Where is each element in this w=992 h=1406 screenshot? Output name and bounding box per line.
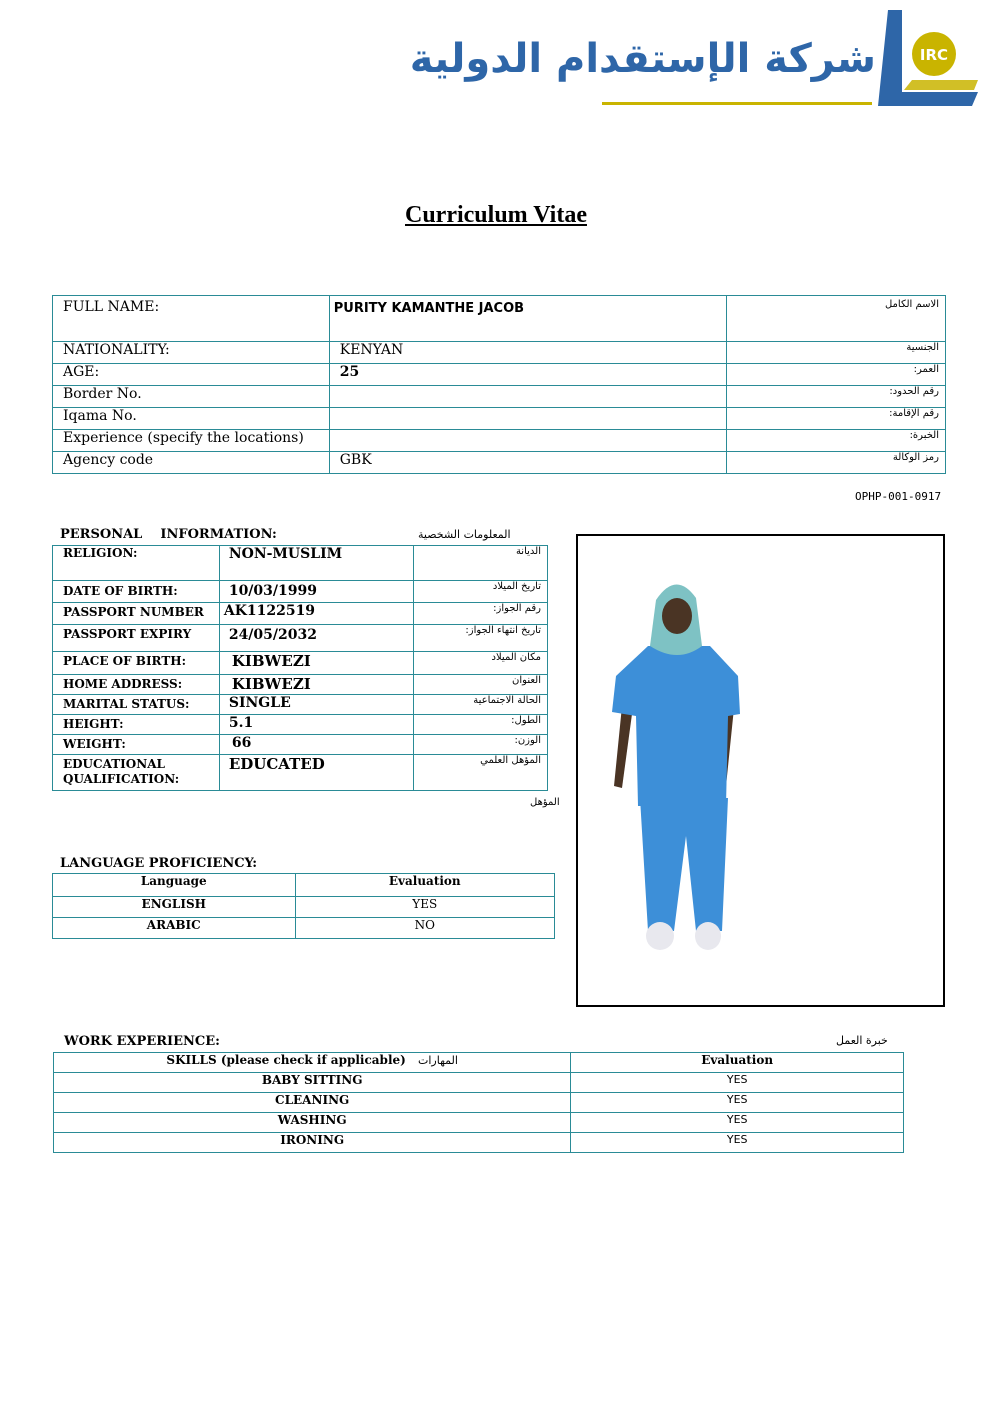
age-value: 25 xyxy=(329,364,727,386)
passport-number-label: PASSPORT NUMBER xyxy=(53,603,220,625)
weight-value: 66 xyxy=(219,735,414,755)
age-arabic: العمر: xyxy=(727,364,946,386)
border-no-label: Border No. xyxy=(53,386,330,408)
table-row xyxy=(53,695,548,715)
logo-underline xyxy=(602,102,872,105)
table-row xyxy=(54,1053,904,1073)
border-no-value xyxy=(329,386,727,408)
education-value: EDUCATED xyxy=(219,755,414,791)
language-heading: LANGUAGE PROFICIENCY: xyxy=(60,856,258,871)
table-row xyxy=(54,1113,904,1133)
height-label: HEIGHT: xyxy=(53,715,220,735)
home-address-value: KIBWEZI xyxy=(219,675,414,695)
education-label: EDUCATIONAL QUALIFICATION: xyxy=(53,755,220,791)
language-column-header: Language xyxy=(53,874,296,897)
table-row xyxy=(54,1093,904,1113)
dob-value: 10/03/1999 xyxy=(219,581,414,603)
candidate-photo-image xyxy=(578,536,943,1005)
personal-info-heading: PERSONAL INFORMATION: xyxy=(60,527,277,542)
experience-value xyxy=(329,430,727,452)
table-row xyxy=(53,897,555,918)
table-row xyxy=(53,342,946,364)
skill-evaluation: YES xyxy=(571,1113,904,1133)
marital-status-arabic: الحالة الاجتماعية xyxy=(414,695,548,715)
border-no-arabic: رقم الحدود: xyxy=(727,386,946,408)
personal-info-heading-arabic: المعلومات الشخصية xyxy=(418,528,511,541)
table-row xyxy=(53,625,548,652)
table-row xyxy=(53,430,946,452)
logo-arabic-name: شركة الإستقدام الدولية xyxy=(409,36,876,82)
iqama-no-value xyxy=(329,408,727,430)
religion-value: NON-MUSLIM xyxy=(219,546,414,581)
table-row xyxy=(53,546,548,581)
height-value: 5.1 xyxy=(219,715,414,735)
passport-number-arabic: رقم الجواز: xyxy=(414,603,548,625)
skills-table xyxy=(53,1052,904,1153)
passport-expiry-arabic: تاريخ انتهاء الجواز: xyxy=(414,625,548,652)
nationality-arabic: الجنسية xyxy=(727,342,946,364)
skill-evaluation: YES xyxy=(571,1073,904,1093)
reference-code: OPHP-001-0917 xyxy=(855,490,942,503)
full-name-arabic: الاسم الكامل xyxy=(727,296,946,342)
language-evaluation: YES xyxy=(295,897,554,918)
language-name: ARABIC xyxy=(53,918,296,939)
table-row xyxy=(53,675,548,695)
language-table xyxy=(52,873,555,939)
candidate-photo xyxy=(576,534,945,1007)
place-of-birth-arabic: مكان الميلاد xyxy=(414,652,548,675)
nationality-label: NATIONALITY: xyxy=(53,342,330,364)
irc-logo-icon xyxy=(878,10,978,106)
skills-column-header xyxy=(54,1053,571,1073)
personal-info-table xyxy=(52,545,548,791)
table-row xyxy=(53,386,946,408)
skills-column-header-arabic: المهارات xyxy=(418,1054,458,1067)
passport-expiry-value: 24/05/2032 xyxy=(219,625,414,652)
language-evaluation: NO xyxy=(295,918,554,939)
home-address-label: HOME ADDRESS: xyxy=(53,675,220,695)
evaluation-column-header: Evaluation xyxy=(295,874,554,897)
dob-label: DATE OF BIRTH: xyxy=(53,581,220,603)
agency-code-arabic: رمز الوكالة xyxy=(727,452,946,474)
age-label: AGE: xyxy=(53,364,330,386)
dob-arabic: تاريخ الميلاد xyxy=(414,581,548,603)
table-row xyxy=(53,581,548,603)
iqama-no-arabic: رقم الإقامة: xyxy=(727,408,946,430)
marital-status-value: SINGLE xyxy=(219,695,414,715)
weight-label: WEIGHT: xyxy=(53,735,220,755)
page-title: Curriculum Vitae xyxy=(405,202,587,228)
language-name: ENGLISH xyxy=(53,897,296,918)
skill-name: CLEANING xyxy=(54,1093,571,1113)
skills-evaluation-header: Evaluation xyxy=(571,1053,904,1073)
table-row xyxy=(53,408,946,430)
nationality-value: KENYAN xyxy=(329,342,727,364)
table-row xyxy=(53,874,555,897)
passport-number-value: AK1122519 xyxy=(219,603,414,625)
header-table xyxy=(52,295,946,474)
table-row xyxy=(53,715,548,735)
work-experience-heading-arabic: خبرة العمل xyxy=(836,1034,888,1047)
company-logo xyxy=(409,10,978,106)
table-row xyxy=(53,755,548,791)
weight-arabic: الوزن: xyxy=(414,735,548,755)
experience-arabic: الخبرة: xyxy=(727,430,946,452)
marital-status-label: MARITAL STATUS: xyxy=(53,695,220,715)
work-experience-heading: WORK EXPERIENCE: xyxy=(64,1034,220,1049)
table-row xyxy=(53,364,946,386)
skill-name: IRONING xyxy=(54,1133,571,1153)
full-name-value: PURITY KAMANTHE JACOB xyxy=(329,296,727,342)
religion-arabic: الديانة xyxy=(414,546,548,581)
table-row xyxy=(53,918,555,939)
table-row xyxy=(54,1133,904,1153)
personal-footnote-arabic: المؤهل xyxy=(530,797,560,808)
home-address-arabic: العنوان xyxy=(414,675,548,695)
table-row xyxy=(53,735,548,755)
table-row xyxy=(53,652,548,675)
religion-label: RELIGION: xyxy=(53,546,220,581)
full-name-label: FULL NAME: xyxy=(53,296,330,342)
experience-label: Experience (specify the locations) xyxy=(53,430,330,452)
agency-code-value: GBK xyxy=(329,452,727,474)
place-of-birth-value: KIBWEZI xyxy=(219,652,414,675)
skill-evaluation: YES xyxy=(571,1133,904,1153)
passport-expiry-label: PASSPORT EXPIRY xyxy=(53,625,220,652)
agency-code-label: Agency code xyxy=(53,452,330,474)
height-arabic: الطول: xyxy=(414,715,548,735)
logo-badge-text: IRC xyxy=(919,46,949,64)
skill-evaluation: YES xyxy=(571,1093,904,1113)
skill-name: BABY SITTING xyxy=(54,1073,571,1093)
table-row xyxy=(53,296,946,342)
table-row xyxy=(54,1073,904,1093)
education-arabic: المؤهل العلمي xyxy=(414,755,548,791)
skill-name: WASHING xyxy=(54,1113,571,1133)
skills-column-header-text: SKILLS (please check if applicable) xyxy=(166,1053,406,1067)
table-row xyxy=(53,452,946,474)
table-row xyxy=(53,603,548,625)
place-of-birth-label: PLACE OF BIRTH: xyxy=(53,652,220,675)
iqama-no-label: Iqama No. xyxy=(53,408,330,430)
